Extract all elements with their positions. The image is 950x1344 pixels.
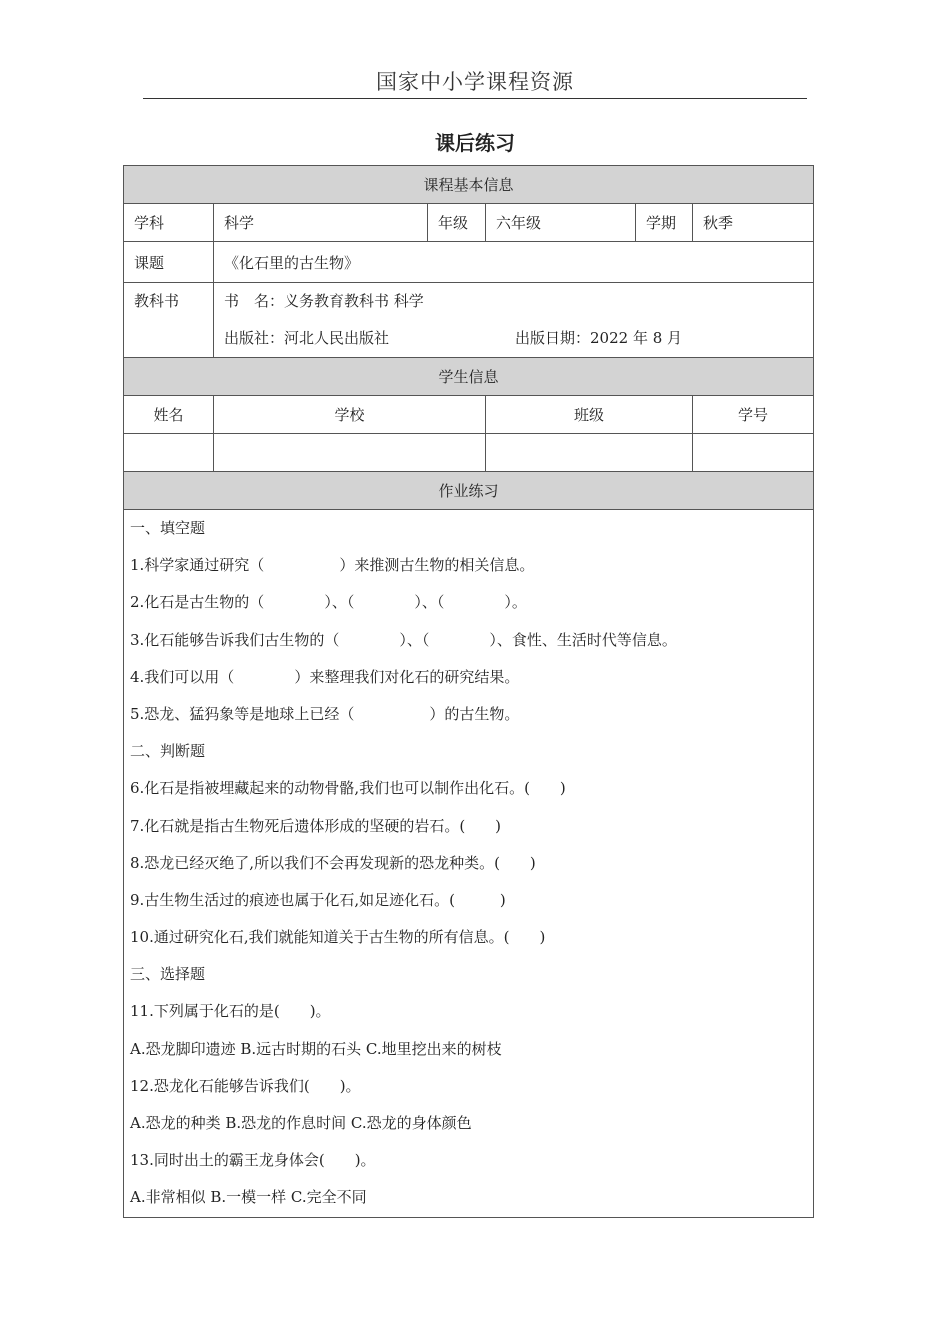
exercise-line: 2.化石是古生物的（ ）、（ ）、（ ）。 — [130, 593, 527, 612]
subject-label: 学科 — [124, 204, 214, 242]
exercise-line: 10.通过研究化石,我们就能知道关于古生物的所有信息。( ) — [130, 928, 546, 947]
homework-section-header: 作业练习 — [124, 472, 814, 510]
exercise-line: A.恐龙的种类 B.恐龙的作息时间 C.恐龙的身体颜色 — [130, 1114, 472, 1132]
exercise-line: A.恐龙脚印遗迹 B.远古时期的石头 C.地里挖出来的树枝 — [130, 1039, 502, 1058]
exercise-line: 一、填空题 — [130, 519, 206, 537]
site-header-title: 国家中小学课程资源 — [376, 70, 574, 94]
exercise-line: A.非常相似 B.一模一样 C.完全不同 — [130, 1188, 367, 1207]
exercise-line: 1.科学家通过研究（ ）来推测古生物的相关信息。 — [130, 556, 535, 575]
exercise-line: 二、判断题 — [130, 742, 206, 761]
textbook-publish-date: 出版日期：2022 年 8 月 — [515, 329, 683, 347]
student-class-field[interactable] — [486, 434, 693, 472]
course-info-section-header: 课程基本信息 — [124, 166, 814, 204]
header-divider — [143, 98, 807, 99]
textbook-details — [214, 283, 814, 358]
student-school-header: 学校 — [214, 396, 486, 434]
exercise-line: 9.古生物生活过的痕迹也属于化石,如足迹化石。( ) — [130, 890, 506, 909]
student-school-field[interactable] — [214, 434, 486, 472]
exercise-line: 8.恐龙已经灭绝了,所以我们不会再发现新的恐龙种类。( ) — [130, 853, 536, 872]
worksheet-table — [123, 165, 814, 1218]
student-info-section-header: 学生信息 — [124, 358, 814, 396]
textbook-label: 教科书 — [124, 283, 214, 358]
topic-value: 《化石里的古生物》 — [214, 242, 814, 283]
page-title: 课后练习 — [435, 131, 515, 155]
exercise-line: 11.下列属于化石的是( )。 — [130, 1002, 331, 1021]
subject-value: 科学 — [214, 204, 428, 242]
exercise-line: 12.恐龙化石能够告诉我们( )。 — [130, 1076, 361, 1095]
student-number-header: 学号 — [693, 396, 814, 434]
exercise-list — [124, 510, 814, 1218]
term-value: 秋季 — [693, 204, 814, 242]
student-name-header: 姓名 — [124, 396, 214, 434]
exercise-line: 3.化石能够告诉我们古生物的（ ）、（ ）、食性、生活时代等信息。 — [130, 630, 677, 649]
exercise-line: 4.我们可以用（ ）来整理我们对化石的研究结果。 — [130, 667, 520, 686]
exercise-line: 7.化石就是指古生物死后遗体形成的坚硬的岩石。( ) — [130, 816, 502, 835]
term-label: 学期 — [636, 204, 693, 242]
exercise-line: 6.化石是指被埋藏起来的动物骨骼,我们也可以制作出化石。( ) — [130, 779, 566, 798]
textbook-publisher: 出版社：河北人民出版社 — [224, 329, 390, 347]
grade-label: 年级 — [428, 204, 486, 242]
topic-label: 课题 — [124, 242, 214, 283]
student-class-header: 班级 — [486, 396, 693, 434]
student-name-field[interactable] — [124, 434, 214, 472]
grade-value: 六年级 — [486, 204, 636, 242]
exercise-line: 5.恐龙、猛犸象等是地球上已经（ ）的古生物。 — [130, 704, 520, 723]
student-number-field[interactable] — [693, 434, 814, 472]
textbook-name: 书 名：义务教育教科书 科学 — [224, 292, 424, 310]
exercise-line: 13.同时出土的霸王龙身体会( )。 — [130, 1151, 376, 1170]
exercise-line: 三、选择题 — [130, 965, 206, 984]
